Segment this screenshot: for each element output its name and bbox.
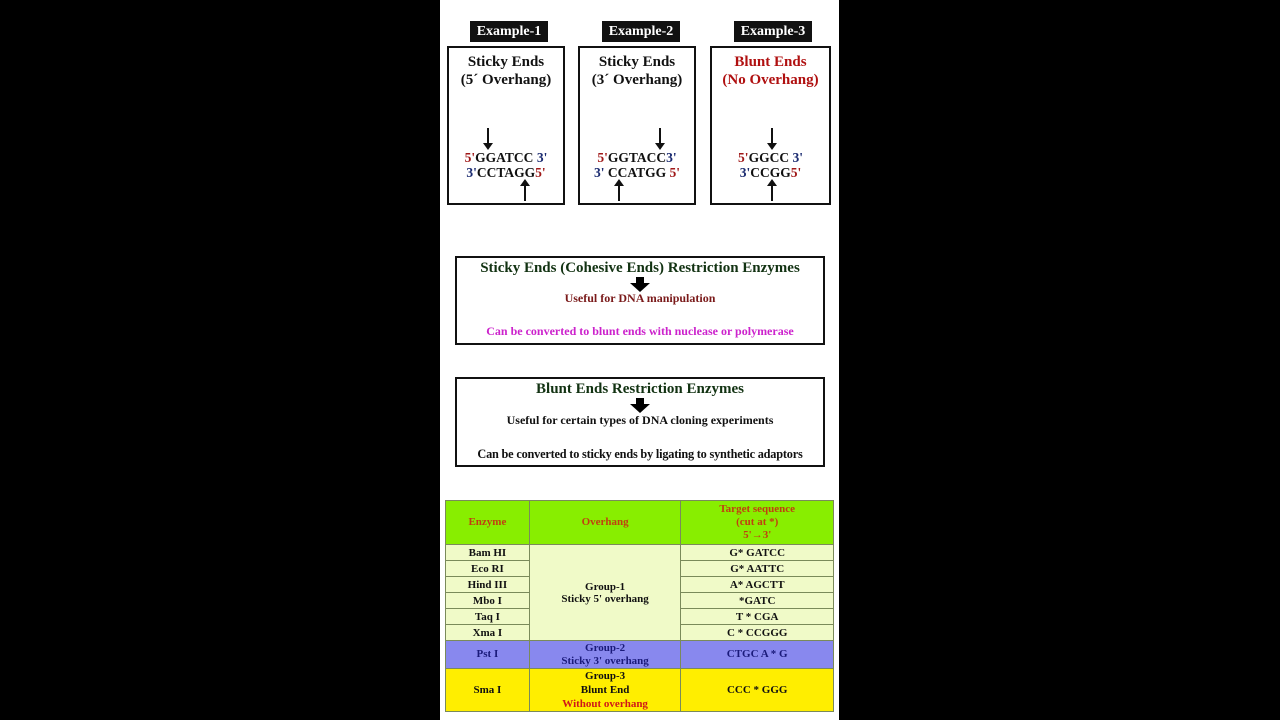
target-cell: CCC * GGG [681,669,834,712]
group-2-name: Group-2 [585,641,626,654]
sticky-ends-title: Sticky Ends (Cohesive Ends) Restriction Enzymes [480,260,800,276]
group-1-overhang-cell [529,545,681,641]
table-row [446,545,834,561]
group-3-overhang-cell [529,669,681,712]
table-row [446,669,834,712]
five-prime-label: 5' [790,165,802,180]
sticky-ends-use: Useful for DNA manipulation [564,291,716,305]
sequence: GGTACC [607,150,667,165]
three-prime-label: 3' [466,165,477,180]
header-target-line1: Target sequence [719,503,796,515]
five-prime-label: 5' [464,150,476,165]
enzyme-cell: Bam HI [446,545,530,561]
three-prime-label: 3' [536,150,548,165]
enzyme-cell: Taq I [446,609,530,625]
header-overhang: Overhang [529,501,681,545]
group-1-desc: Sticky 5' overhang [561,592,649,605]
group-3-note: Without overhang [562,698,648,710]
example-3-bottom-strand [712,165,829,180]
five-prime-label: 5' [669,165,681,180]
target-cell: G* AATTC [681,561,834,577]
sticky-ends-box [455,256,825,345]
enzyme-cell: Pst I [446,641,530,669]
header-target-line2: (cut at *) [736,516,779,528]
group-3-name: Group-3 [585,670,626,682]
sequence: CCGG [750,165,791,180]
target-cell: C * CCGGG [681,625,834,641]
example-2-title-line1: Sticky Ends [598,54,676,70]
sequence: CCATGG [607,165,667,180]
cut-arrow-up-icon [618,183,620,201]
cut-arrow-down-icon [487,128,489,146]
example-2-label: Example-2 [602,21,680,42]
target-cell: *GATC [681,593,834,609]
enzyme-cell: Mbo I [446,593,530,609]
target-cell: G* GATCC [681,545,834,561]
sequence: GGATCC [475,150,534,165]
enzyme-cell: Eco RI [446,561,530,577]
cut-arrow-down-icon [659,128,661,146]
sequence: GGCC [748,150,790,165]
example-2-box [578,46,696,205]
example-3-box [710,46,831,205]
example-1-title-line1: Sticky Ends [467,54,545,70]
example-1-title-line2: (5´ Overhang) [460,72,552,88]
example-1-box [447,46,565,205]
table-header-row [446,501,834,545]
three-prime-label: 3' [739,165,751,180]
target-cell: A* AGCTT [681,577,834,593]
group-1-name: Group-1 [585,580,626,593]
three-prime-label: 3' [792,150,803,165]
sticky-ends-conversion: Can be converted to blunt ends with nuclease or polymerase [486,324,794,338]
enzyme-cell: Sma I [446,669,530,712]
example-2-title-line2: (3´ Overhang) [591,72,683,88]
cut-arrow-up-icon [524,183,526,201]
example-3-title-line1: Blunt Ends [734,54,807,70]
five-prime-label: 5' [738,150,749,165]
cut-arrow-up-icon [771,183,773,201]
blunt-ends-conversion: Can be converted to sticky ends by ligating to synthetic adaptors [477,447,803,461]
example-2-bottom-strand [580,165,694,180]
enzyme-cell: Hind III [446,577,530,593]
blunt-ends-title: Blunt Ends Restriction Enzymes [536,381,744,397]
group-3-desc: Blunt End [580,684,630,696]
table-row [446,641,834,669]
target-cell: T * CGA [681,609,834,625]
example-2-top-strand [580,150,694,165]
header-target [681,501,834,545]
enzyme-table [445,500,834,712]
sequence: CCTAGG [476,165,536,180]
example-1-label: Example-1 [470,21,548,42]
blunt-ends-box [455,377,825,467]
header-enzyme: Enzyme [446,501,530,545]
example-3-label: Example-3 [734,21,812,42]
example-1-bottom-strand [449,165,563,180]
three-prime-label: 3' [593,165,605,180]
example-1-top-strand [449,150,563,165]
enzyme-cell: Xma I [446,625,530,641]
example-3-top-strand [712,150,829,165]
example-3-title-line2: (No Overhang) [722,72,819,88]
example-2-title [580,53,694,89]
slide-page [440,0,839,720]
target-cell: CTGC A * G [681,641,834,669]
example-1-title [449,53,563,89]
blunt-ends-use: Useful for certain types of DNA cloning experiments [506,413,774,427]
group-2-desc: Sticky 3' overhang [561,654,649,667]
cut-arrow-down-icon [771,128,773,146]
five-prime-label: 5' [597,150,608,165]
three-prime-label: 3' [666,150,677,165]
group-2-overhang-cell [529,641,681,669]
five-prime-label: 5' [535,165,546,180]
header-target-line3: 5'→3' [743,529,772,541]
example-3-title [712,53,829,89]
